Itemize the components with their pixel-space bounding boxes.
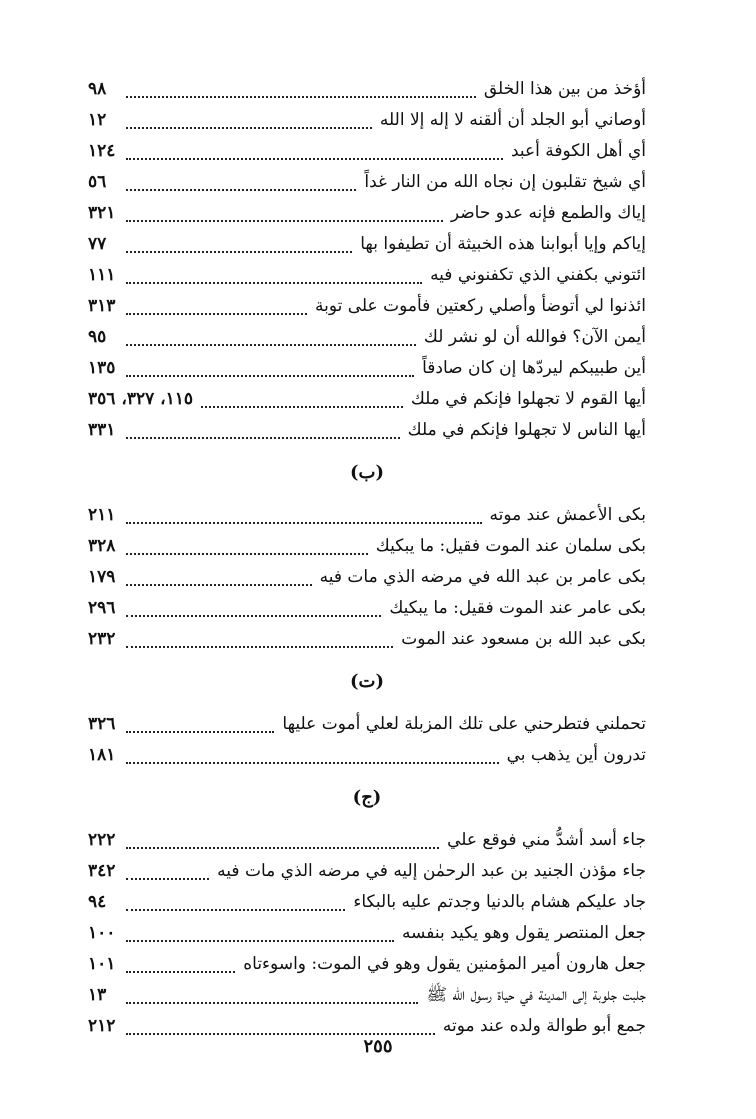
index-entry: [88, 74, 646, 105]
dot-leader: [126, 86, 476, 98]
dot-leader: [126, 636, 393, 648]
dot-leader: [126, 992, 418, 1004]
entry-page-number: ٩٥: [88, 327, 107, 347]
dot-leader: [126, 752, 499, 764]
entry-text: جلبت جلوبة إلى المدينة في حياة رسول الله ﷺ: [426, 985, 646, 1005]
entry-text: تدرون أين يذهب بي: [506, 745, 646, 765]
index-entry: [88, 624, 646, 655]
entry-text: إياكم وإيا أبوابنا هذه الخبيثة أن تطيفوا بها: [360, 234, 646, 254]
entry-text: تحملني فتطرحني على تلك المزبلة لعلي أموت عليها: [282, 714, 646, 734]
dot-leader: [126, 1023, 435, 1035]
entry-text: أيها الناس لا تجهلوا فإنكم في ملك: [407, 420, 646, 440]
page-number: ٢٥٥: [363, 1036, 393, 1057]
dot-leader: [126, 605, 381, 617]
dot-leader: [126, 334, 416, 346]
entry-text: بكى عامر عند الموت فقيل: ما يبكيك: [389, 598, 646, 618]
entry-page-number: ١٠٠: [88, 923, 116, 943]
dot-leader: [126, 272, 422, 284]
index-entry: [88, 291, 646, 322]
index-entry: [88, 322, 646, 353]
dot-leader: [126, 365, 414, 377]
index-entry: [88, 500, 646, 531]
entry-text: ائذنوا لي أتوضأ وأصلي ركعتين فأموت على توبة: [314, 296, 646, 316]
entry-page-number: ٢١١: [88, 505, 116, 525]
entry-text: جعل المنتصر يقول وهو يكيد بنفسه: [401, 923, 646, 943]
index-entry: [88, 260, 646, 291]
entry-page-number: ٢٢٢: [88, 830, 116, 850]
dot-leader: [126, 117, 372, 129]
entry-page-number: ١٨١: [88, 745, 116, 765]
entry-text: جاد عليكم هشام بالدنيا وجدتم عليه بالبكاء: [353, 892, 646, 912]
index-entry: [88, 593, 646, 624]
entry-page-number: ١٣: [88, 985, 107, 1005]
index-entry: [88, 709, 646, 740]
dot-leader: [126, 868, 209, 880]
entry-page-number: ٣٢٨: [88, 536, 116, 556]
entry-page-number: ٧٧: [88, 234, 107, 254]
entry-text: أي أهل الكوفة أعبد: [510, 141, 646, 161]
index-entry: [88, 136, 646, 167]
index-entry: [88, 198, 646, 229]
index-list: [88, 74, 646, 1042]
entry-page-number: ٢٩٦: [88, 598, 116, 618]
entry-page-number: ٣٢٦: [88, 714, 116, 734]
entry-text: بكى عبد الله بن مسعود عند الموت: [401, 629, 646, 649]
index-entry: [88, 229, 646, 260]
entry-page-number: ٢٣٢: [88, 629, 116, 649]
entry-text: جعل هارون أمير المؤمنين يقول وهو في الموت: واسوءتاه: [243, 954, 646, 974]
entry-page-number: ١٣٥: [88, 358, 116, 378]
entry-page-number: ١١١: [88, 265, 116, 285]
dot-leader: [126, 899, 345, 911]
entry-page-number: ١٠١: [88, 954, 116, 974]
entry-text: جاء أسد أشدُّ مني فوقع علي: [447, 830, 646, 850]
index-entry: [88, 887, 646, 918]
dot-leader: [126, 427, 400, 439]
section-heading: (ج): [352, 786, 382, 808]
entry-page-number: ٥٦: [88, 172, 107, 192]
index-entry: [88, 105, 646, 136]
entry-text: ائتوني بكفني الذي تكفنوني فيه: [430, 265, 646, 285]
dot-leader: [126, 721, 274, 733]
entry-page-number: ٣٣١: [88, 420, 116, 440]
entry-text: بكى عامر بن عبد الله في مرضه الذي مات فيه: [319, 567, 646, 587]
entry-text: أي شيخ تقلبون إن نجاه الله من النار غداً: [364, 172, 646, 192]
entry-page-number: ١١٥، ٣٢٧، ٣٥٦: [88, 389, 194, 409]
index-entry: [88, 415, 646, 446]
entry-text: إياك والطمع فإنه عدو حاضر: [450, 203, 646, 223]
entry-page-number: ٣١٣: [88, 296, 116, 316]
index-entry: [88, 384, 646, 415]
entry-text: أيمن الآن؟ فوالله أن لو نشر لك: [423, 327, 646, 347]
section-heading: (ت): [350, 670, 384, 692]
entry-page-number: ٢١٢: [88, 1016, 116, 1036]
dot-leader: [126, 148, 503, 160]
dot-leader: [126, 543, 368, 555]
dot-leader: [126, 210, 443, 222]
entry-text: جمع أبو طوالة ولده عند موته: [442, 1016, 646, 1036]
dot-leader: [126, 930, 394, 942]
entry-page-number: ١٧٩: [88, 567, 116, 587]
index-entry: [88, 856, 646, 887]
dot-leader: [126, 179, 356, 191]
index-entry: [88, 167, 646, 198]
entry-text: بكى سلمان عند الموت فقيل: ما يبكيك: [375, 536, 646, 556]
dot-leader: [126, 303, 307, 315]
entry-text: أوصاني أبو الجلد أن ألقنه لا إله إلا الله: [379, 110, 646, 130]
index-entry: [88, 949, 646, 980]
entry-page-number: ٣٢١: [88, 203, 116, 223]
dot-leader: [126, 961, 235, 973]
entry-page-number: ٩٨: [88, 79, 107, 99]
index-entry: [88, 825, 646, 856]
entry-page-number: ١٢: [88, 110, 107, 130]
entry-text: أؤخذ من بين هذا الخلق: [483, 79, 646, 99]
index-entry: [88, 740, 646, 771]
dot-leader: [126, 241, 352, 253]
index-entry: [88, 562, 646, 593]
entry-page-number: ٣٤٢: [88, 861, 116, 881]
entry-text: بكى الأعمش عند موته: [489, 505, 646, 525]
entry-text: أين طبيبكم ليردّها إن كان صادقاً: [422, 358, 646, 378]
dot-leader: [201, 396, 403, 408]
section-heading: (ب): [350, 461, 384, 483]
dot-leader: [126, 837, 439, 849]
entry-text: أيها القوم لا تجهلوا فإنكم في ملك: [410, 389, 646, 409]
entry-page-number: ١٢٤: [88, 141, 116, 161]
index-entry: [88, 980, 646, 1011]
index-entry: [88, 353, 646, 384]
dot-leader: [126, 574, 312, 586]
index-entry: [88, 918, 646, 949]
entry-text: جاء مؤذن الجنيد بن عبد الرحمٰن إليه في مرضه الذي مات فيه: [217, 861, 646, 881]
entry-page-number: ٩٤: [88, 892, 107, 912]
dot-leader: [126, 512, 482, 524]
index-entry: [88, 531, 646, 562]
